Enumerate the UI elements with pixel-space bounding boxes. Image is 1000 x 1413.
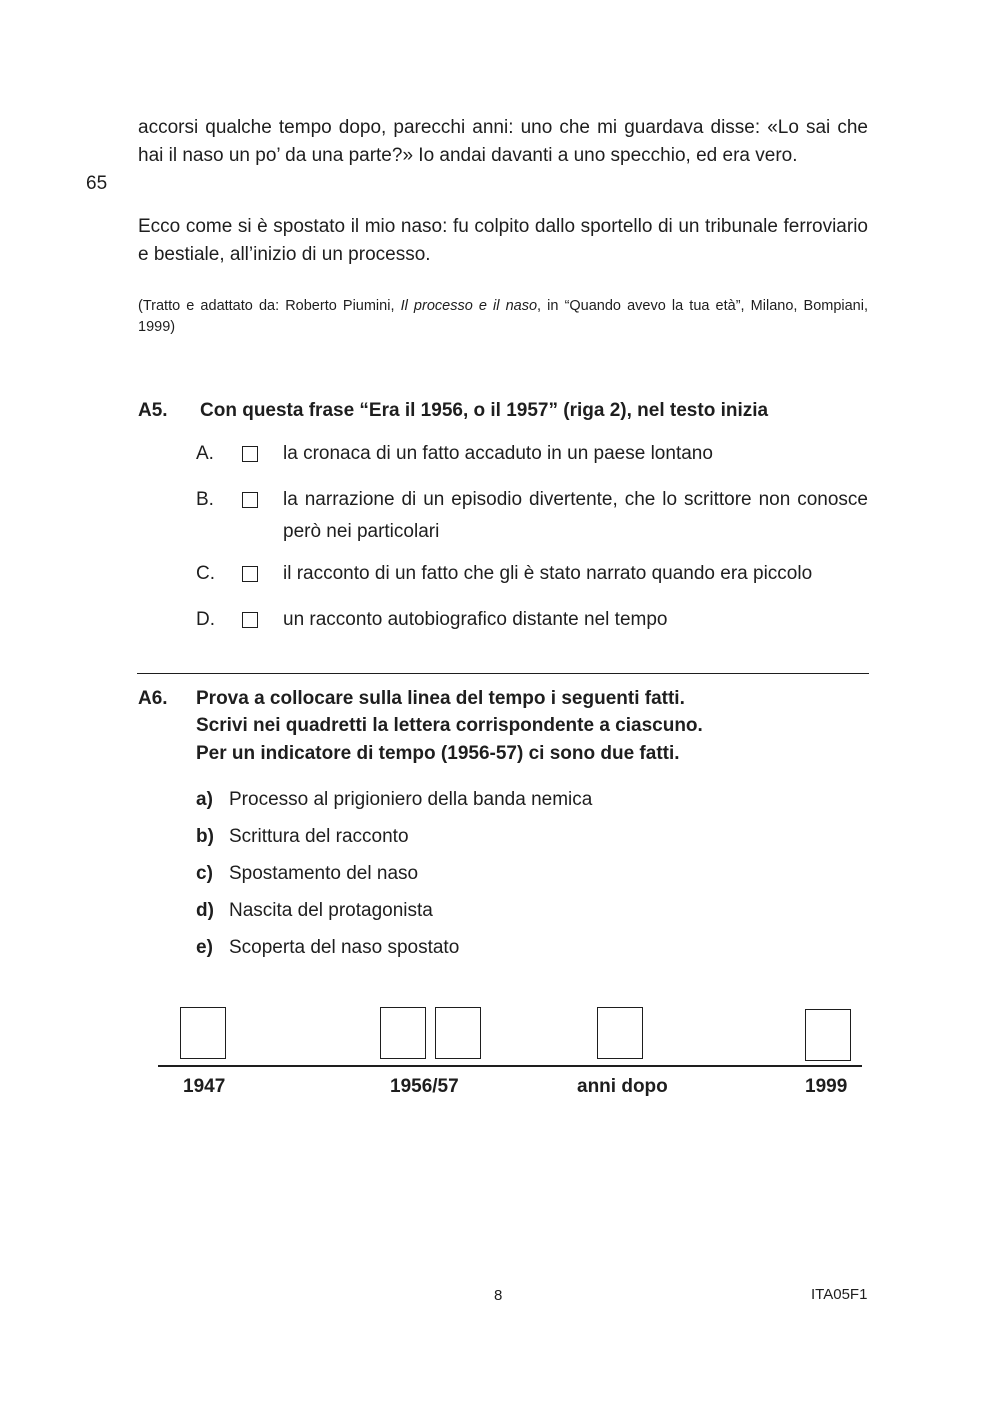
question-a5-number: A5. (138, 400, 168, 421)
timeline-label-anni-dopo: anni dopo (577, 1076, 668, 1097)
question-a6-instruction-3: Per un indicatore di tempo (1956-57) ci sono due fatti. (196, 743, 680, 764)
option-c-checkbox[interactable] (242, 566, 258, 582)
item-c-letter: c) (196, 863, 213, 884)
source-title: Il processo e il naso (400, 298, 538, 314)
timeline-label-1947: 1947 (183, 1076, 226, 1097)
source-prefix: (Tratto e adattato da: Roberto Piumini, (138, 298, 401, 314)
option-a-letter: A. (196, 443, 214, 464)
line-number: 65 (86, 173, 108, 194)
option-b-letter: B. (196, 489, 214, 510)
item-e-text: Scoperta del naso spostato (229, 937, 460, 958)
passage-paragraph-1: accorsi qualche tempo dopo, parecchi anni: uno che mi guardava disse: «Lo sai che hai il naso un po’ da una parte?» Io andai davanti a uno specchio, ed era vero. (138, 117, 868, 166)
timeline-box-1956-second[interactable] (435, 1007, 481, 1059)
timeline-label-1956-57: 1956/57 (390, 1076, 459, 1097)
passage-paragraph-2: Ecco come si è spostato il mio naso: fu colpito dallo sportello di un tribunale ferroviario e bestiale, all’inizio di un processo. (138, 216, 868, 265)
option-b-checkbox[interactable] (242, 492, 258, 508)
question-a6-instruction-1: Prova a collocare sulla linea del tempo i seguenti fatti. (196, 688, 685, 709)
item-b-letter: b) (196, 826, 214, 847)
timeline-box-1947[interactable] (180, 1007, 226, 1059)
item-d-text: Nascita del protagonista (229, 900, 433, 921)
option-b-text: la narrazione di un episodio divertente, che lo scrittore non conosce però nei particolari (283, 489, 868, 542)
item-c-text: Spostamento del naso (229, 863, 419, 884)
question-a5-text: Con questa frase “Era il 1956, o il 1957” (riga 2), nel testo inizia (200, 400, 769, 421)
source-suffix: , in “Quando avevo la tua età”, Milano, Bompiani, 1999) (138, 298, 868, 335)
source-citation (138, 296, 868, 338)
question-a6-instruction-2: Scrivi nei quadretti la lettera corrispondente a ciascuno. (196, 715, 703, 736)
option-a-text: la cronaca di un fatto accaduto in un paese lontano (283, 443, 713, 464)
page-number: 8 (494, 1287, 503, 1304)
timeline-box-1999[interactable] (805, 1009, 851, 1061)
option-d-checkbox[interactable] (242, 612, 258, 628)
item-e-letter: e) (196, 937, 213, 958)
item-a-text: Processo al prigioniero della banda nemica (229, 789, 593, 810)
option-a-checkbox[interactable] (242, 446, 258, 462)
item-b-text: Scrittura del racconto (229, 826, 409, 847)
timeline-box-1956-first[interactable] (380, 1007, 426, 1059)
question-a6-number: A6. (138, 688, 168, 709)
item-a-letter: a) (196, 789, 213, 810)
timeline-label-1999: 1999 (805, 1076, 848, 1097)
timeline-line (158, 1065, 862, 1067)
section-divider (137, 673, 869, 674)
timeline-box-anni-dopo[interactable] (597, 1007, 643, 1059)
option-d-text: un racconto autobiografico distante nel tempo (283, 609, 668, 630)
option-d-letter: D. (196, 609, 215, 630)
item-d-letter: d) (196, 900, 214, 921)
option-c-text: il racconto di un fatto che gli è stato narrato quando era piccolo (283, 563, 813, 584)
document-code: ITA05F1 (811, 1286, 868, 1303)
option-c-letter: C. (196, 563, 215, 584)
